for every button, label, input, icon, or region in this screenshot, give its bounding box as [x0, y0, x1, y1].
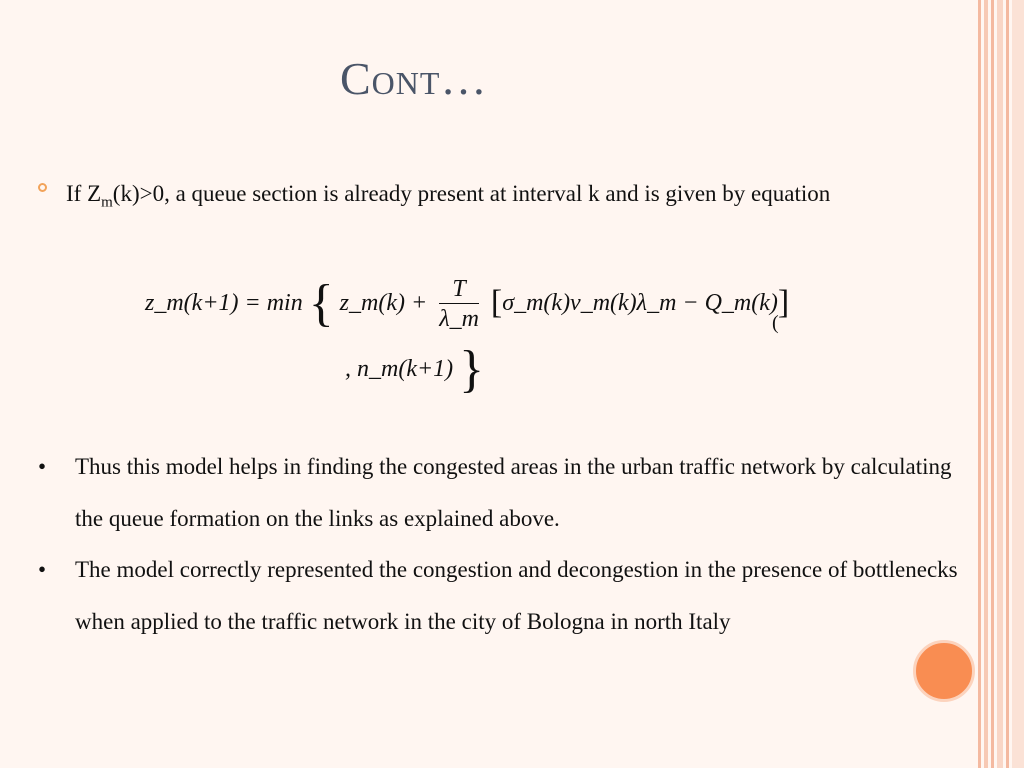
bullet-text: Thus this model helps in finding the congested areas in the urban traffic network by calculating the queue formation on the links as explained above. — [75, 454, 952, 531]
right-bracket: ] — [777, 284, 790, 321]
equation-line-1 — [145, 274, 789, 334]
left-brace: { — [308, 275, 334, 332]
list-item — [38, 544, 958, 647]
equation-lhs: z_m(k+1) = min — [145, 290, 303, 316]
decorative-stripe — [997, 0, 1003, 768]
intro-paragraph — [66, 168, 946, 220]
ring-bullet-icon — [38, 183, 47, 192]
equation-bracket-content: σ_m(k)v_m(k)λ_m − Q_m(k) — [502, 290, 778, 316]
right-brace: } — [459, 341, 485, 398]
bullet-dot-icon: • — [38, 454, 47, 479]
decorative-stripe — [991, 0, 994, 768]
equation-second-term: , n_m(k+1) — [345, 356, 454, 382]
decorative-stripe — [984, 0, 988, 768]
slide-title: Cont… — [340, 53, 488, 104]
decorative-circle — [913, 640, 975, 702]
equation-fraction — [439, 275, 479, 334]
intro-prefix: If Z — [66, 181, 102, 206]
bullet-list — [38, 441, 958, 647]
equation-stray-mark: ( — [772, 312, 779, 334]
equation-first-term: z_m(k) + — [339, 290, 428, 316]
bullet-text: The model correctly represented the congestion and decongestion in the presence of bottlenecks when applied to the traffic network in the city of Bologna in north Italy — [75, 557, 958, 634]
decorative-stripe — [978, 0, 981, 768]
intro-suffix: (k)>0, a queue section is already present at interval k and is given by equation — [112, 181, 831, 206]
list-item — [38, 441, 958, 544]
equation-line-2 — [345, 340, 484, 399]
intro-subscript: m — [101, 194, 113, 211]
left-bracket: [ — [490, 284, 503, 321]
fraction-numerator: T — [439, 275, 479, 304]
fraction-denominator: λ_m — [439, 305, 479, 332]
decorative-stripe — [1012, 0, 1024, 768]
decorative-stripe — [1006, 0, 1009, 768]
bullet-dot-icon: • — [38, 557, 47, 582]
queue-equation — [145, 262, 805, 398]
